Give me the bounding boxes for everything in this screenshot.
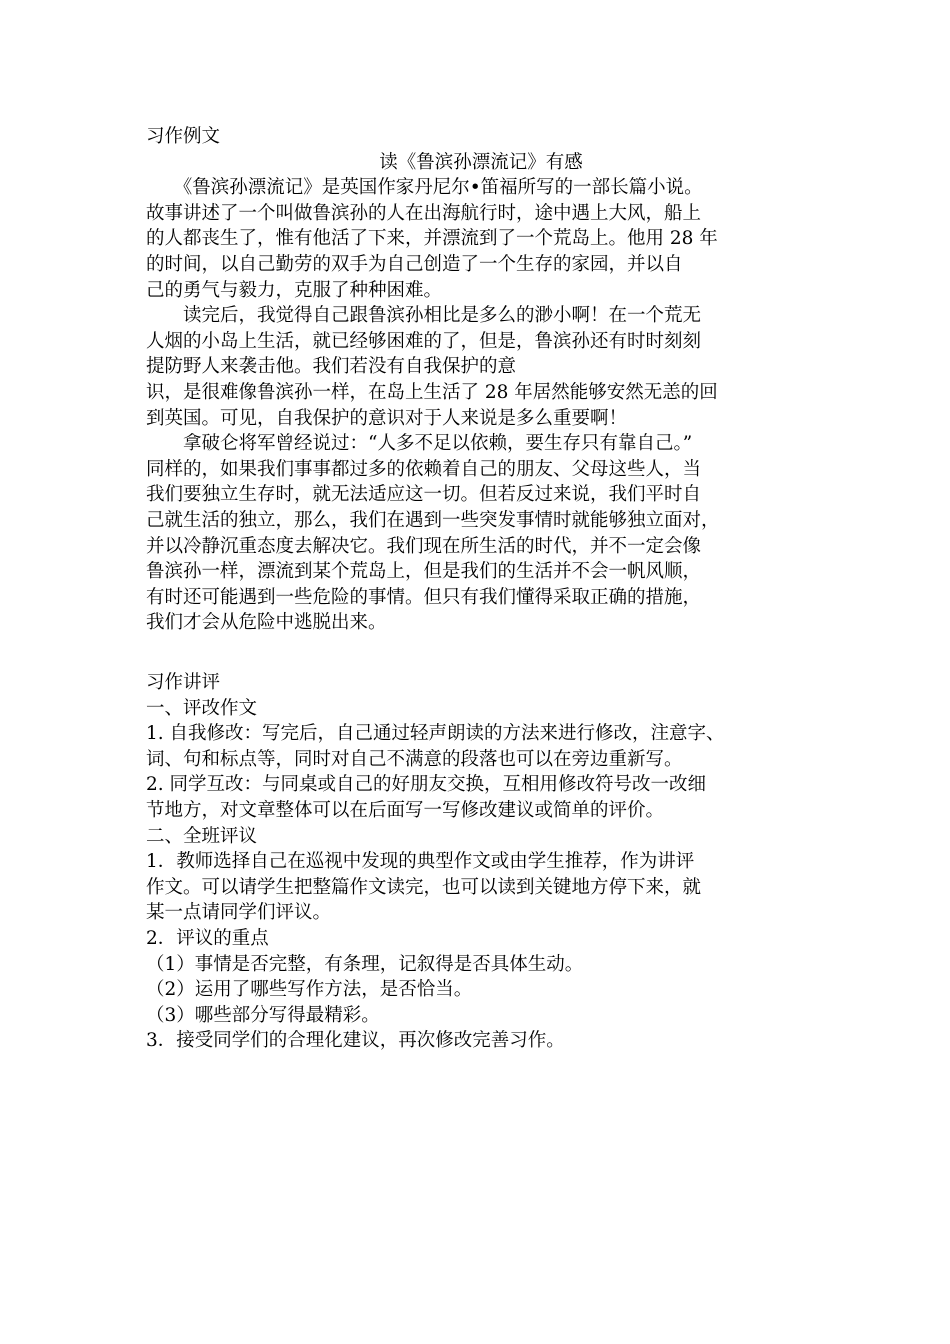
review-line: （2）运用了哪些写作方法，是否恰当。 <box>146 979 473 1001</box>
essay-line: 己的勇气与毅力，克服了种种困难。 <box>146 279 443 301</box>
review-line: 2．评议的重点 <box>146 927 269 949</box>
review-line: 3．接受同学们的合理化建议，再次修改完善习作。 <box>146 1030 565 1052</box>
essay-line: 的时间，以自己勤劳的双手为自己创造了一个生存的家园，并以自 <box>146 253 683 275</box>
essay-line: 有时还可能遇到一些危险的事情。但只有我们懂得采取正确的措施， <box>146 586 702 608</box>
review-section <box>146 670 816 1054</box>
essay-line: 人烟的小岛上生活，就已经够困难的了，但是，鲁滨孙还有时时刻刻 <box>146 330 702 352</box>
essay-line: 鲁滨孙一样，漂流到某个荒岛上，但是我们的生活并不会一帆风顺， <box>146 561 702 583</box>
review-line: （3）哪些部分写得最精彩。 <box>146 1004 380 1026</box>
section-heading: 习作例文 <box>146 126 221 147</box>
review-line: 1．教师选择自己在巡视中发现的典型作文或由学生推荐，作为讲评 <box>146 851 695 873</box>
essay-line: 己就生活的独立，那么，我们在遇到一些突发事情时就能够独立面对， <box>146 509 720 531</box>
review-line: 某一点请同学们评议。 <box>146 902 332 924</box>
review-subheading: 一、评改作文 <box>146 697 258 719</box>
essay-title: 读《鲁滨孙漂流记》有感 <box>379 151 583 173</box>
essay-line: 拿破仑将军曾经说过：“人多不足以依赖，要生存只有靠自己。” <box>146 433 693 455</box>
review-line: （1）事情是否完整，有条理，记叙得是否具体生动。 <box>146 953 584 975</box>
review-subheading: 二、全班评议 <box>146 825 258 847</box>
essay-line: 我们才会从危险中逃脱出来。 <box>146 612 387 634</box>
essay-line: 故事讲述了一个叫做鲁滨孙的人在出海航行时，途中遇上大风，船上 <box>146 202 702 224</box>
essay-line: 的人都丧生了，惟有他活了下来，并漂流到了一个荒岛上。他用 28 年 <box>146 228 718 250</box>
essay-line: 同样的，如果我们事事都过多的依赖着自己的朋友、父母这些人，当 <box>146 458 702 480</box>
essay-line: 到英国。可见，自我保护的意识对于人来说是多么重要啊！ <box>146 407 628 429</box>
essay-line: 我们要独立生存时，就无法适应这一切。但若反过来说，我们平时自 <box>146 484 702 506</box>
essay-line: 识，是很难像鲁滨孙一样，在岛上生活了 28 年居然能够安然无恙的回 <box>146 381 718 403</box>
essay-section <box>146 124 816 636</box>
review-line: 词、句和标点等，同时对自己不满意的段落也可以在旁边重新写。 <box>146 748 683 770</box>
essay-line: 提防野人来袭击他。我们若没有自我保护的意 <box>146 356 517 378</box>
review-line: 1. 自我修改：写完后，自己通过轻声朗读的方法来进行修改，注意字、 <box>146 723 725 745</box>
review-line: 作文。可以请学生把整篇作文读完，也可以读到关键地方停下来，就 <box>146 876 702 898</box>
review-heading: 习作讲评 <box>146 672 221 693</box>
essay-line: 读完后，我觉得自己跟鲁滨孙相比是多么的渺小啊！在一个荒无 <box>146 305 702 327</box>
essay-line: 《鲁滨孙漂流记》是英国作家丹尼尔•笛福所写的一部长篇小说。 <box>146 177 703 199</box>
essay-line: 并以冷静沉重态度去解决它。我们现在所生活的时代，并不一定会像 <box>146 535 702 557</box>
review-line: 2. 同学互改：与同桌或自己的好朋友交换，互相用修改符号改一改细 <box>146 774 707 796</box>
review-line: 节地方，对文章整体可以在后面写一写修改建议或简单的评价。 <box>146 799 665 821</box>
